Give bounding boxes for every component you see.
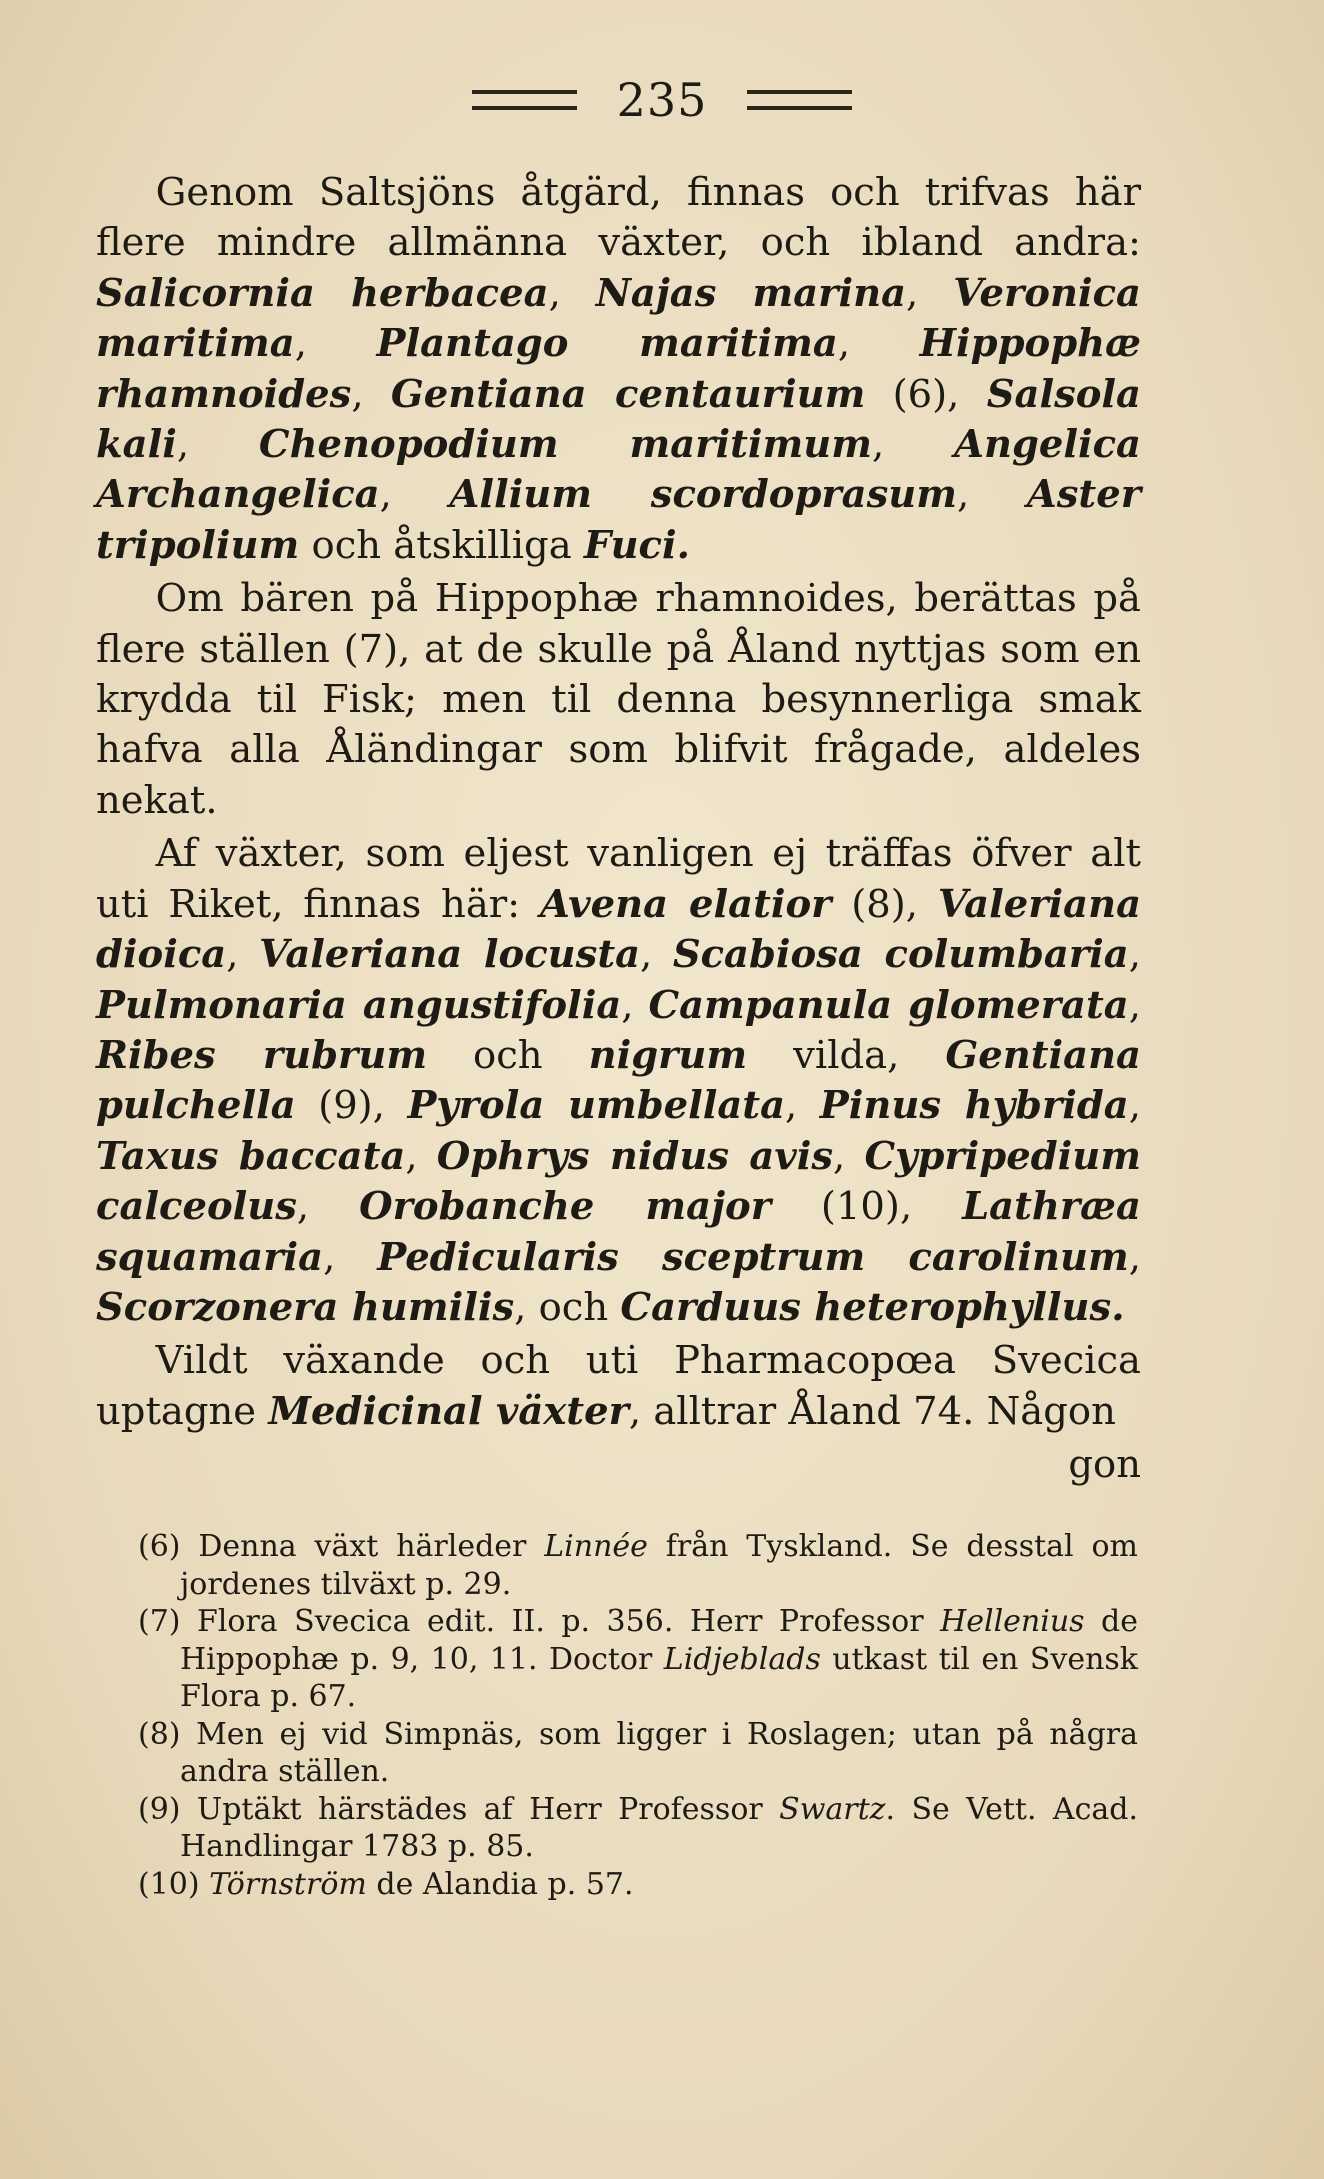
- text-run: ,: [296, 1184, 360, 1230]
- text-run: ,: [405, 1133, 437, 1179]
- text-run: ,: [323, 1234, 378, 1280]
- species-name: Valeriana dioica: [96, 881, 1142, 978]
- species-name: Pulmonaria angustifolia: [96, 982, 622, 1028]
- text-run: , alltrar Åland 74. Någon: [628, 1388, 1116, 1434]
- species-name: Angelica Archangelica: [96, 422, 1141, 518]
- species-name: Linnée: [544, 1529, 648, 1564]
- text-run: ,: [872, 422, 955, 468]
- header-rule-left: [472, 90, 577, 110]
- species-name: Ribes rubrum: [96, 1032, 428, 1078]
- text-run: ,: [351, 371, 391, 417]
- footnote: [138, 1866, 1138, 1904]
- text-run: (9),: [295, 1083, 408, 1129]
- text-run: ,: [294, 321, 377, 367]
- paragraph: [96, 574, 1141, 826]
- text-run: ,: [548, 270, 596, 316]
- footnote: [138, 1528, 1138, 1603]
- text-run: ,: [1128, 1234, 1141, 1280]
- text-run: ,: [906, 270, 954, 316]
- page-number: 235: [616, 73, 708, 127]
- paragraph: [96, 168, 1141, 571]
- text-run: (9) Uptäkt härstädes af Herr Professor: [138, 1791, 780, 1827]
- text-run: (10): [138, 1866, 210, 1902]
- text-run: ,: [1128, 982, 1141, 1028]
- species-name: Veronica maritima: [96, 270, 1141, 367]
- species-name: Gentiana pulchella: [96, 1032, 1142, 1129]
- species-name: Salicornia herbacea: [96, 270, 549, 316]
- text-run: . Se Vett. Acad. Handlingar 1783 p. 85.: [180, 1791, 1138, 1864]
- species-name: Valeriana locusta: [259, 932, 641, 978]
- text-run: Af växter, som eljest vanligen ej träffas öfver alt uti Riket, finnas här:: [96, 831, 1141, 927]
- species-name: Hippophæ rhamnoides: [96, 321, 1141, 417]
- text-run: utkast til en Svensk Flora p. 67.: [180, 1641, 1138, 1714]
- species-name: Pyrola umbellata: [407, 1083, 786, 1129]
- footnote: [138, 1791, 1138, 1866]
- species-name: Gentiana centaurium: [390, 371, 866, 417]
- text-run: (8) Men ej vid Simpnäs, som ligger i Roslagen; utan på några andra ställen.: [138, 1716, 1138, 1789]
- species-name: Campanula glomerata: [648, 982, 1129, 1028]
- header-rule-right: [747, 90, 852, 110]
- species-name: Aster tripolium: [96, 472, 1141, 568]
- species-name: Carduus heterophyllus.: [620, 1284, 1125, 1330]
- paragraph: [96, 829, 1141, 1333]
- species-name: Fuci.: [583, 522, 691, 568]
- text-run: (8),: [831, 881, 938, 927]
- species-name: Plantago maritima: [376, 321, 838, 367]
- page-header: [0, 70, 1324, 130]
- body-text: [96, 168, 1141, 1491]
- species-name: Pedicularis sceptrum carolinum: [377, 1234, 1129, 1280]
- species-name: Pinus hybrida: [819, 1083, 1129, 1129]
- species-name: Allium scordoprasum: [449, 472, 957, 518]
- text-run: Genom Saltsjöns åtgärd, finnas och trifvas här flere mindre allmänna växter, och ibland andra:: [96, 170, 1141, 266]
- species-name: Törnström: [209, 1866, 367, 1902]
- text-run: de Alandia p. 57.: [366, 1866, 634, 1902]
- text-run: och: [427, 1032, 589, 1078]
- text-run: (10),: [771, 1184, 963, 1230]
- species-name: Salsola kali: [96, 371, 1142, 468]
- species-name: Lidjeblads: [663, 1641, 821, 1677]
- species-name: Scorzonera humilis: [96, 1284, 515, 1330]
- text-run: ,: [379, 472, 450, 518]
- species-name: Lathræa squamaria: [96, 1184, 1141, 1280]
- paragraph: [96, 1336, 1141, 1437]
- species-name: Avena elatior: [539, 881, 832, 927]
- species-name: Ophrys nidus avis: [436, 1133, 834, 1179]
- text-run: ,: [226, 932, 260, 978]
- text-run: ,: [621, 982, 649, 1028]
- text-run: ,: [957, 472, 1027, 518]
- text-run: ,: [837, 321, 920, 367]
- species-name: Swartz: [779, 1791, 886, 1827]
- species-name: Najas marina: [595, 270, 907, 316]
- species-name: Hellenius: [940, 1604, 1085, 1639]
- catchword: gon: [1068, 1442, 1141, 1488]
- species-name: Taxus baccata: [96, 1133, 406, 1179]
- footnotes: [138, 1528, 1138, 1903]
- text-run: (6),: [865, 371, 987, 417]
- text-run: , och: [514, 1284, 621, 1330]
- text-run: Om bären på Hippophæ rhamnoides, berättas på flere ställen (7), at de skulle på Åland nyttjas som en krydda til Fisk; men til denna besynnerliga smak hafva alla Åländingar som blifvit frågade, aldeles nekat.: [96, 576, 1141, 823]
- text-run: Vildt växande och uti Pharmacopœa Svecica uptagne: [96, 1338, 1141, 1434]
- text-run: ,: [785, 1083, 820, 1129]
- species-name: Chenopodium maritimum: [258, 422, 873, 468]
- text-run: från Tyskland. Se desstal om jordenes tilväxt p. 29.: [180, 1529, 1138, 1602]
- footnote: [138, 1603, 1138, 1716]
- species-name: Medicinal växter: [268, 1388, 629, 1434]
- text-run: de Hippophæ p. 9, 10, 11. Doctor: [180, 1604, 1139, 1677]
- text-run: (7) Flora Svecica edit. II. p. 356. Herr Professor: [138, 1604, 941, 1639]
- text-run: ,: [1128, 1083, 1142, 1129]
- species-name: Orobanche major: [359, 1184, 772, 1230]
- text-run: (6) Denna växt härleder: [138, 1529, 545, 1564]
- text-run: ,: [176, 422, 259, 468]
- species-name: nigrum: [588, 1032, 748, 1078]
- text-run: ,: [640, 932, 673, 978]
- text-run: och åtskilliga: [299, 522, 584, 568]
- text-run: ,: [1128, 932, 1141, 978]
- species-name: Scabiosa columbaria: [672, 932, 1129, 978]
- footnote: [138, 1716, 1138, 1791]
- text-run: ,: [833, 1133, 865, 1179]
- species-name: Cypripedium calceolus: [96, 1133, 1141, 1230]
- text-run: vilda,: [747, 1032, 946, 1078]
